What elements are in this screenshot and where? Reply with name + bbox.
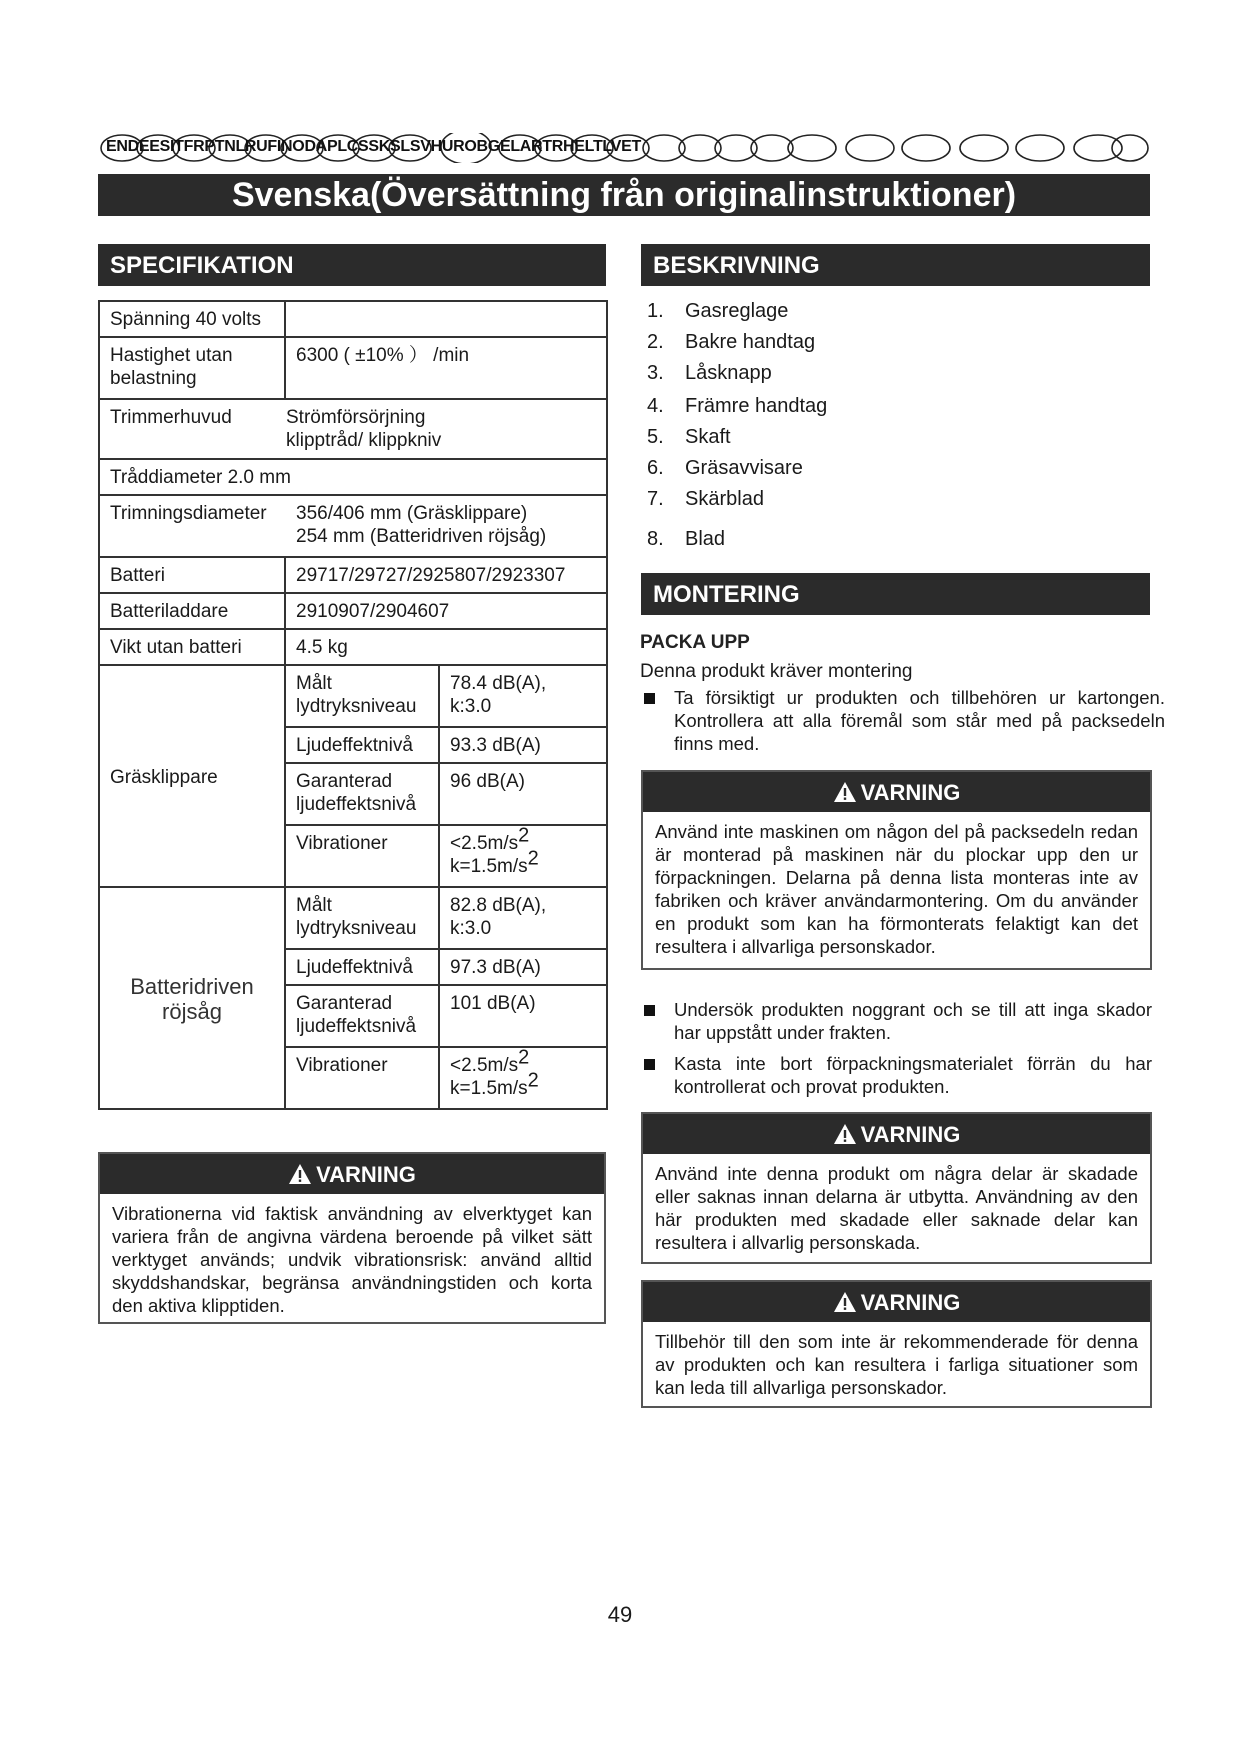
preassembled-warning-heading: VARNING xyxy=(643,772,1150,812)
preassembled-warning-box xyxy=(641,770,1152,970)
vibration-warning-heading: VARNING xyxy=(100,1154,604,1194)
list-item: 6. Gräsavvisare xyxy=(647,457,803,479)
accessories-warning-box xyxy=(641,1280,1152,1408)
warning-triangle-icon xyxy=(833,1123,857,1145)
spec-trimming-diameter-value2: 254 mm (Batteridriven röjsåg) xyxy=(296,526,547,547)
montering-heading: MONTERING xyxy=(641,573,1150,615)
spec-trimmer-head-label: Trimmerhuvud xyxy=(110,407,232,428)
spec-trimming-diameter-row xyxy=(99,495,607,557)
list-item: 3. Låsknapp xyxy=(647,362,772,384)
vibration-warning-box xyxy=(98,1152,606,1324)
spec-lawnmower-measured-value: 78.4 dB(A), k:3.0 xyxy=(439,665,607,727)
spec-lawnmower-power-label: Ljudeffektnivå xyxy=(285,727,439,763)
spec-battery-value: 29717/29727/2925807/2923307 xyxy=(285,557,607,593)
language-selector-strip xyxy=(100,133,1150,163)
spec-brushcutter-power-value: 97.3 dB(A) xyxy=(439,949,607,985)
list-item: 2. Bakre handtag xyxy=(647,331,816,353)
warning-triangle-icon xyxy=(833,1291,857,1313)
page-title: Svenska(Översättning från originalinstruktioner) xyxy=(98,174,1150,216)
spec-lawnmower-power-value: 93.3 dB(A) xyxy=(439,727,607,763)
spec-trimmer-head-row xyxy=(99,399,607,459)
spec-brushcutter-power-label: Ljudeffektnivå xyxy=(285,949,439,985)
spec-brushcutter-measured-label: Målt lydtryksniveau xyxy=(285,887,439,949)
spec-weight-value: 4.5 kg xyxy=(285,629,607,665)
bullet-packaging: Kasta inte bort förpackningsmaterialet förrän du har kontrollerat och provat produkten. xyxy=(640,1052,1152,1098)
spec-voltage: Spänning 40 volts xyxy=(99,301,285,337)
spec-brushcutter-vibration-label: Vibrationer xyxy=(285,1047,439,1109)
bullet-inspect: Undersök produkten noggrant och se till att inga skador har uppstått under frakten. xyxy=(640,998,1152,1044)
bullet-square-icon xyxy=(644,693,655,704)
list-item: 7. Skärblad xyxy=(647,488,764,510)
spec-brushcutter-label: Batteridriven röjsåg xyxy=(99,887,285,1109)
montering-intro: Denna produkt kräver montering xyxy=(640,661,913,682)
spec-battery-label: Batteri xyxy=(99,557,285,593)
bullet-square-icon xyxy=(644,1005,655,1016)
damaged-parts-warning-text: Använd inte denna produkt om några delar är skadade eller saknas innan delarna är utbytta. Användning av den här produkten med skadade eller saknade delar kan resultera i allvarlig personskada. xyxy=(655,1163,1138,1253)
spec-lawnmower-label: Gräsklippare xyxy=(99,665,285,887)
spec-lawnmower-guaranteed-value: 96 dB(A) xyxy=(439,763,607,825)
bullet-unpack: Ta försiktigt ur produkten och tillbehören ur kartongen. Kontrollera att alla föremål som står med på packsedeln finns med. xyxy=(640,686,1165,755)
spec-trimming-diameter-value1: 356/406 mm (Gräsklippare) xyxy=(296,503,528,524)
spec-lawnmower-vibration-label: Vibrationer xyxy=(285,825,439,887)
spec-brushcutter-measured-value: 82.8 dB(A), k:3.0 xyxy=(439,887,607,949)
spec-brushcutter-vibration-value: $<2.5m/s^2$ $k=1.5m/s^2$ xyxy=(439,1047,607,1109)
preassembled-warning-text: Använd inte maskinen om någon del på packsedeln redan är monterad på maskinen när du plockar upp den ur förpackningen. Delarna på denna lista monteras inte av fabriken och kräver användarmontering. Om du använder en produkt som kan ha förmonterats felaktigt kan det resultera i allvarliga personskador. xyxy=(655,821,1138,957)
specification-table xyxy=(98,300,608,1110)
list-item: 1. Gasreglage xyxy=(647,300,789,322)
spec-lawnmower-guaranteed-label: Garanterad ljudeffektsnivå xyxy=(285,763,439,825)
spec-speed-value: 6300 ( ±10% ） /min xyxy=(285,337,607,399)
spec-speed-label: Hastighet utan belastning xyxy=(99,337,285,399)
spec-charger-label: Batteriladdare xyxy=(99,593,285,629)
spec-weight-label: Vikt utan batteri xyxy=(99,629,285,665)
spec-brushcutter-guaranteed-value: 101 dB(A) xyxy=(439,985,607,1047)
damaged-parts-warning-heading: VARNING xyxy=(643,1114,1150,1154)
spec-lawnmower-measured-label: Målt lydtryksniveau xyxy=(285,665,439,727)
language-codes: ENDEESITFRPTNLRUFINODAPLCSSKSLSVHUROBGELARTRHELTLVET xyxy=(106,138,641,155)
spec-brushcutter-guaranteed-label: Garanterad ljudeffektsnivå xyxy=(285,985,439,1047)
warning-triangle-icon xyxy=(833,781,857,803)
list-item: 4. Främre handtag xyxy=(647,395,828,417)
packa-upp-heading: PACKA UPP xyxy=(640,632,750,653)
specifikation-heading: SPECIFIKATION xyxy=(98,244,606,286)
list-item: 5. Skaft xyxy=(647,426,731,448)
accessories-warning-heading: VARNING xyxy=(643,1282,1150,1322)
spec-trimmer-head-value: Strömförsörjning klipptråd/ klippkniv xyxy=(286,407,442,451)
damaged-parts-warning-box xyxy=(641,1112,1152,1264)
spec-line-diameter: Tråddiameter 2.0 mm xyxy=(99,459,607,495)
page-number: 49 xyxy=(607,1602,633,1627)
bullet-square-icon xyxy=(644,1059,655,1070)
list-item: 8. Blad xyxy=(647,528,726,550)
spec-charger-value: 2910907/2904607 xyxy=(285,593,607,629)
accessories-warning-text: Tillbehör till den som inte är rekommenderade för denna av produkten och kan resultera i farliga situationer som kan leda till allvarliga personskador. xyxy=(655,1331,1138,1398)
spec-trimming-diameter-label: Trimningsdiameter xyxy=(110,503,267,524)
warning-triangle-icon xyxy=(288,1163,312,1185)
vibration-warning-text: Vibrationerna vid faktisk användning av elverktyget kan variera från de angivna värdena beroende på vilket sätt verktyget används; undvik vibrationsrisk: använd alltid skyddshandskar, begränsa användningstiden och korta den aktiva klipptiden. xyxy=(112,1203,592,1316)
beskrivning-heading: BESKRIVNING xyxy=(641,244,1150,286)
spec-lawnmower-vibration-value: $<2.5m/s^2$ $k=1.5m/s^2$ xyxy=(439,825,607,887)
